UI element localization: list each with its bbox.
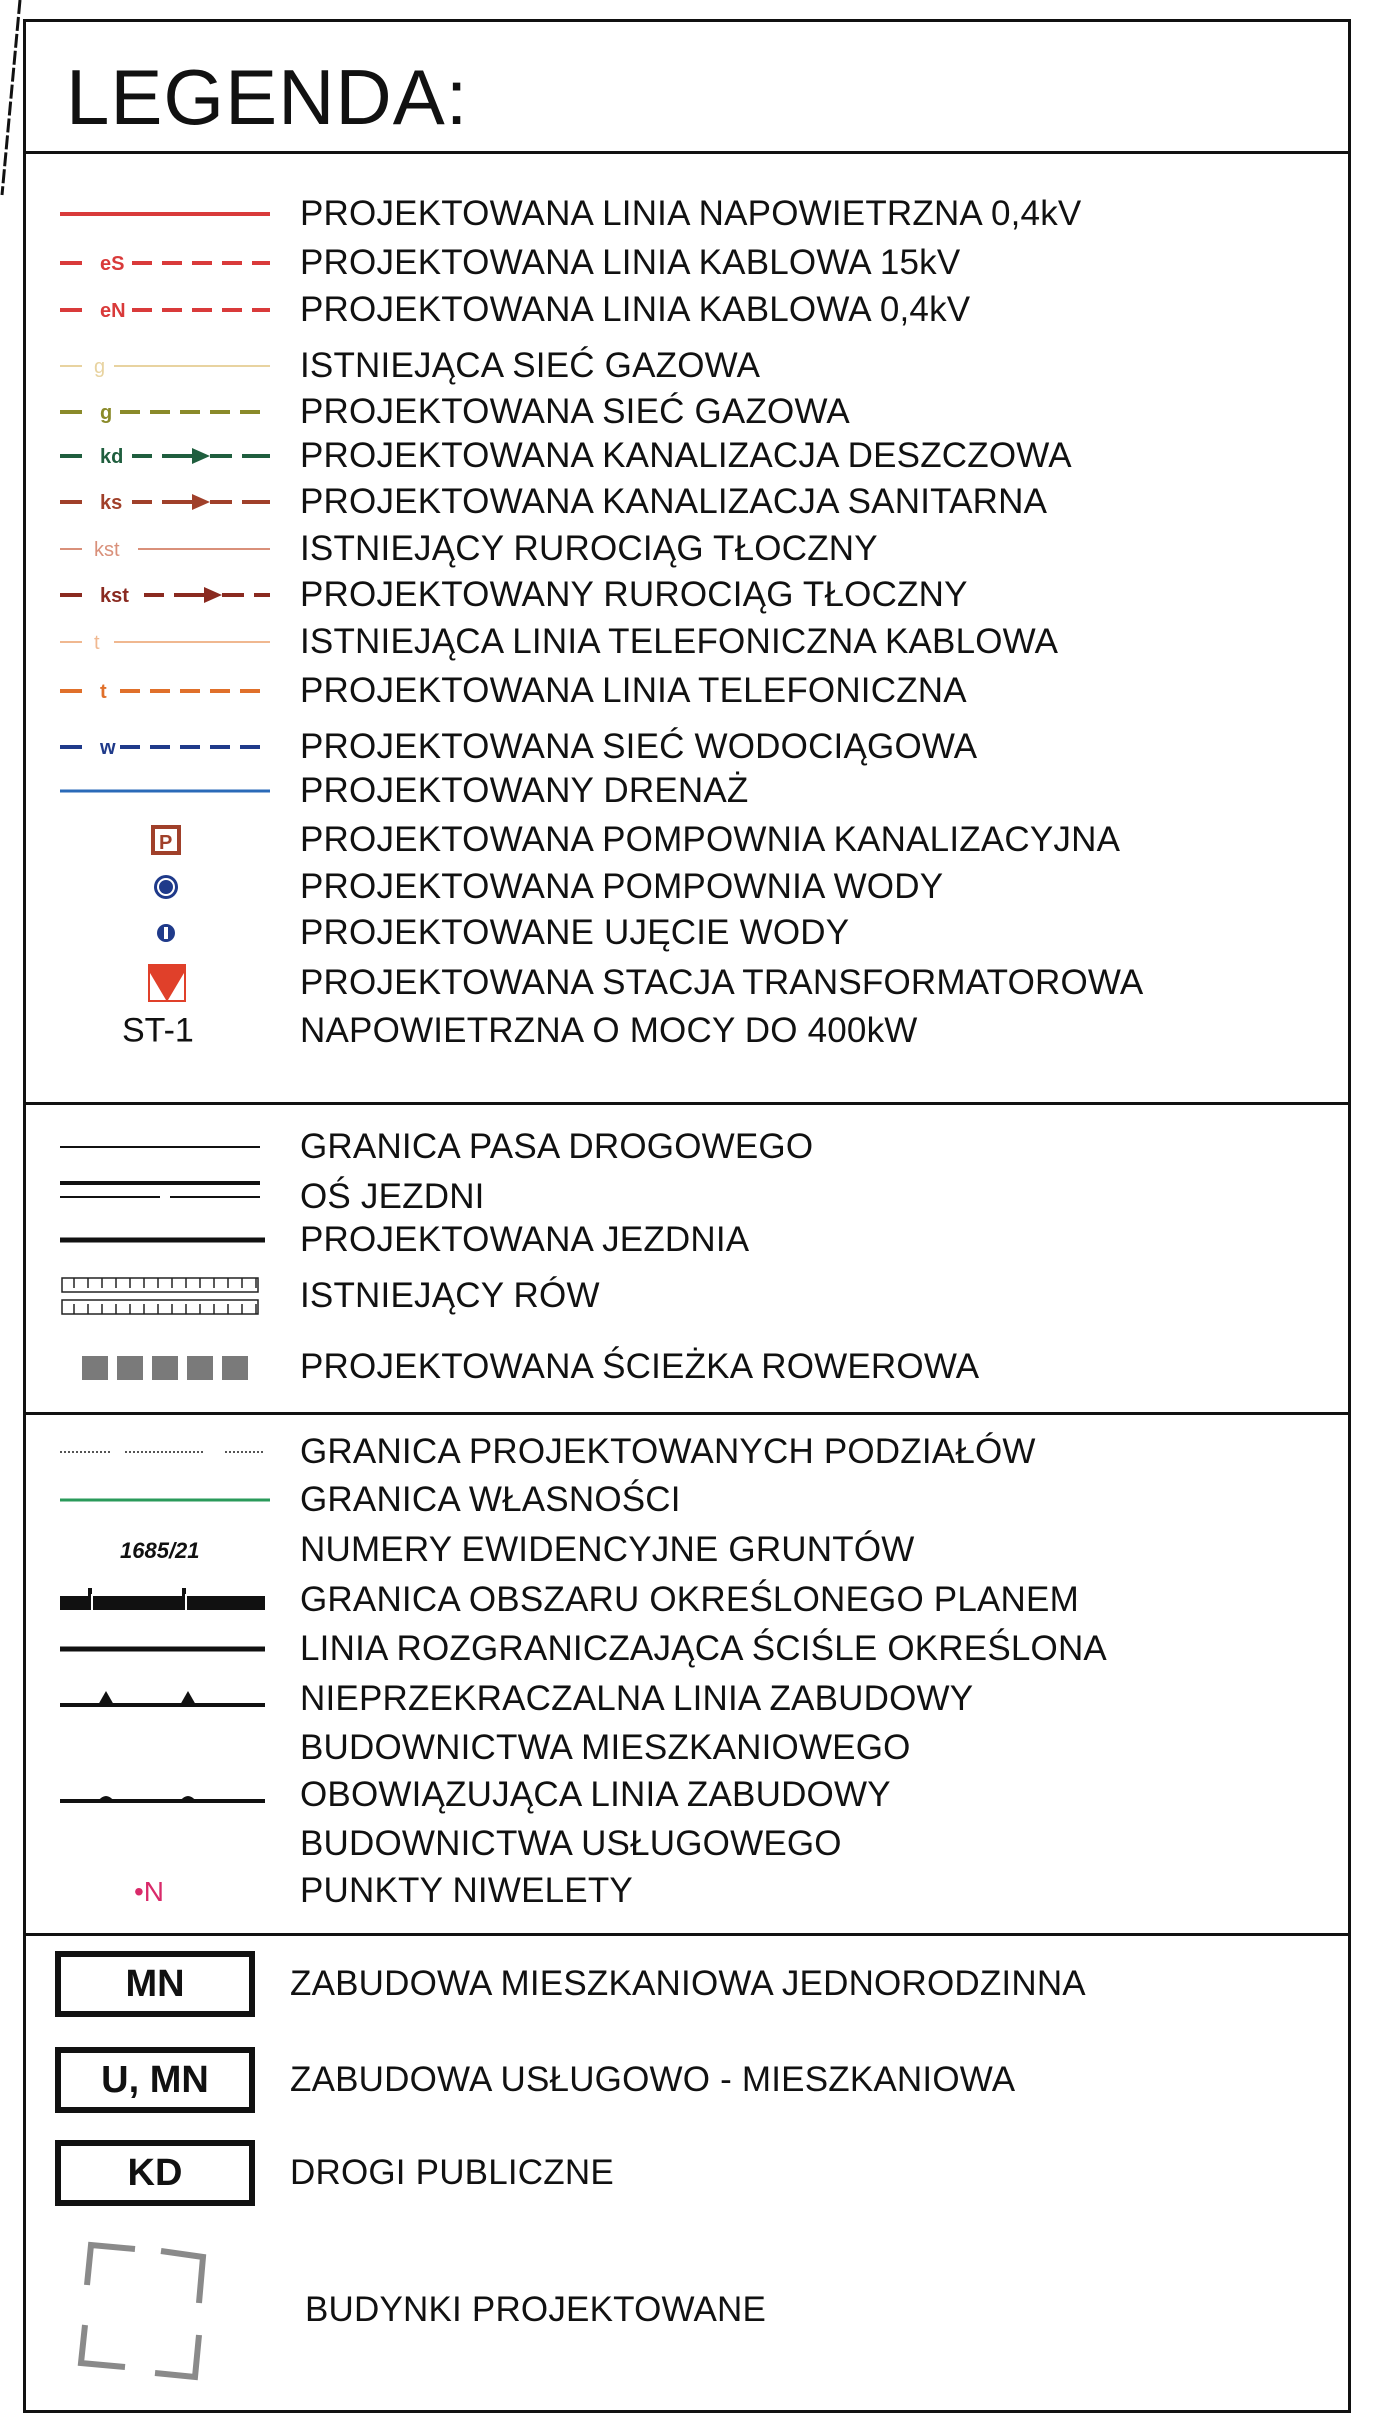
legend-item-label: PROJEKTOWANA KANALIZACJA SANITARNA	[300, 482, 1048, 521]
divider-roads	[23, 1102, 1351, 1105]
dashed-line-coded-icon	[60, 392, 270, 432]
axis-line-icon	[60, 1177, 270, 1217]
legend-item-label: GRANICA PASA DROGOWEGO	[300, 1127, 814, 1166]
legend-item-label: GRANICA PROJEKTOWANYCH PODZIAŁÓW	[300, 1432, 1036, 1471]
svg-text:eN: eN	[100, 300, 126, 322]
dashed-line-coded-icon	[60, 290, 270, 330]
legend-item-label: PROJEKTOWANA POMPOWNIA KANALIZACYJNA	[300, 820, 1121, 859]
svg-text:g: g	[94, 356, 106, 378]
line-bumps-icon	[60, 1775, 270, 1815]
solid-line-thin-icon	[60, 771, 270, 811]
legend-item-label: PROJEKTOWANA LINIA KABLOWA 0,4kV	[300, 290, 971, 329]
legend-item-label: DROGI PUBLICZNE	[290, 2153, 614, 2192]
svg-text:P: P	[159, 832, 173, 854]
circle-p-icon	[60, 867, 270, 907]
zone-code-box: MN	[55, 1951, 255, 2017]
legend-item-label: PROJEKTOWANY DRENAŻ	[300, 771, 749, 810]
legend-item-label: ISTNIEJĄCY RÓW	[300, 1276, 600, 1315]
legend-item-label: GRANICA WŁASNOŚCI	[300, 1480, 681, 1519]
legend-item-label: ZABUDOWA USŁUGOWO - MIESZKANIOWA	[290, 2060, 1016, 2099]
dashed-line-arrow-icon	[60, 436, 270, 476]
line-triangles-icon	[60, 1679, 270, 1719]
plan-boundary-icon	[60, 1580, 270, 1620]
dashed-line-arrow-icon	[60, 575, 270, 615]
circle-dot-icon	[60, 913, 270, 953]
svg-text:g: g	[100, 402, 113, 424]
dot-text-icon	[60, 1871, 270, 1911]
thin-line-coded-icon	[60, 346, 270, 386]
square-p-icon	[60, 820, 270, 860]
svg-text:w: w	[100, 737, 116, 759]
legend-item-label: PROJEKTOWANA STACJA TRANSFORMATOROWA	[300, 963, 1144, 1002]
dashed-line-coded-icon	[60, 727, 270, 767]
legend-item-label: NUMERY EWIDENCYJNE GRUNTÓW	[300, 1530, 915, 1569]
legend-item-label: NAPOWIETRZNA O MOCY DO 400kW	[300, 1011, 918, 1050]
thin-black-line-icon	[60, 1127, 270, 1167]
thin-line-coded-icon	[60, 622, 270, 662]
zone-code-box: KD	[55, 2140, 255, 2206]
legend-item-label: OBOWIĄZUJĄCA LINIA ZABUDOWY	[300, 1775, 891, 1814]
building-outline-icon	[75, 2235, 215, 2385]
legend-item-label: PUNKTY NIWELETY	[300, 1871, 633, 1910]
svg-text:1685/21: 1685/21	[120, 1538, 200, 1563]
zone-code-box: U, MN	[55, 2047, 255, 2113]
legend-item-label: PROJEKTOWANA POMPOWNIA WODY	[300, 867, 944, 906]
svg-text:P: P	[161, 880, 171, 896]
legend-item-label: BUDOWNICTWA MIESZKANIOWEGO	[300, 1728, 911, 1767]
legend-item-label: LINIA ROZGRANICZAJĄCA ŚCIŚLE OKREŚLONA	[300, 1629, 1107, 1668]
legend-item-label: PROJEKTOWANE UJĘCIE WODY	[300, 913, 850, 952]
legend-item-label: GRANICA OBSZARU OKREŚLONEGO PLANEM	[300, 1580, 1079, 1619]
legend-item-label: OŚ JEZDNI	[300, 1177, 485, 1216]
svg-text:t: t	[100, 681, 107, 703]
legend-item-label: PROJEKTOWANA KANALIZACJA DESZCZOWA	[300, 436, 1072, 475]
legend-item-label: PROJEKTOWANA ŚCIEŻKA ROWEROWA	[300, 1347, 980, 1386]
thick-black-line-icon	[60, 1629, 270, 1669]
ditch-icon	[60, 1276, 270, 1316]
dashed-line-coded-icon	[60, 671, 270, 711]
solid-line-icon	[60, 194, 270, 234]
svg-text:kst: kst	[100, 585, 129, 607]
thin-line-coded-icon	[60, 529, 270, 569]
scan-edge-line	[0, 0, 22, 200]
legend-item-label: PROJEKTOWANA LINIA NAPOWIETRZNA 0,4kV	[300, 194, 1082, 233]
legend-item-label: BUDYNKI PROJEKTOWANE	[305, 2290, 767, 2329]
solid-line-thin-icon	[60, 1480, 270, 1520]
legend-item-label: ZABUDOWA MIESZKANIOWA JEDNORODZINNA	[290, 1964, 1086, 2003]
thick-black-line-icon	[60, 1220, 270, 1260]
legend-item-label: PROJEKTOWANA LINIA KABLOWA 15kV	[300, 243, 961, 282]
divider-header	[23, 151, 1351, 154]
legend-item-label: ISTNIEJĄCA LINIA TELEFONICZNA KABLOWA	[300, 622, 1059, 661]
dotted-segments-icon	[60, 1432, 270, 1472]
transformer-icon	[60, 963, 270, 1003]
svg-text:ks: ks	[100, 492, 123, 514]
station-code: ST-1	[122, 1011, 194, 1050]
legend-item-label: ISTNIEJĄCA SIEĆ GAZOWA	[300, 346, 761, 385]
legend-item-label: PROJEKTOWANA SIEĆ WODOCIĄGOWA	[300, 727, 978, 766]
svg-text:eS: eS	[100, 253, 125, 275]
text-italic-icon	[60, 1530, 270, 1570]
divider-boundaries	[23, 1412, 1351, 1415]
svg-text:•N: •N	[134, 1876, 165, 1907]
dashed-line-coded-icon	[60, 243, 270, 283]
svg-text:kd: kd	[100, 446, 124, 468]
legend-item-label: PROJEKTOWANY RUROCIĄG TŁOCZNY	[300, 575, 968, 614]
legend-item-label: NIEPRZEKRACZALNA LINIA ZABUDOWY	[300, 1679, 974, 1718]
legend-item-label: PROJEKTOWANA LINIA TELEFONICZNA	[300, 671, 967, 710]
legend-item-label: PROJEKTOWANA JEZDNIA	[300, 1220, 750, 1259]
legend-item-label: BUDOWNICTWA USŁUGOWEGO	[300, 1824, 842, 1863]
dashed-line-arrow-icon	[60, 482, 270, 522]
legend-title: LEGENDA:	[66, 53, 469, 141]
svg-text:t: t	[94, 632, 100, 654]
legend-item-label: PROJEKTOWANA SIEĆ GAZOWA	[300, 392, 850, 431]
bike-squares-icon	[60, 1347, 270, 1387]
divider-zoning	[23, 1933, 1351, 1936]
legend-item-label: ISTNIEJĄCY RUROCIĄG TŁOCZNY	[300, 529, 878, 568]
svg-text:kst: kst	[94, 539, 120, 561]
